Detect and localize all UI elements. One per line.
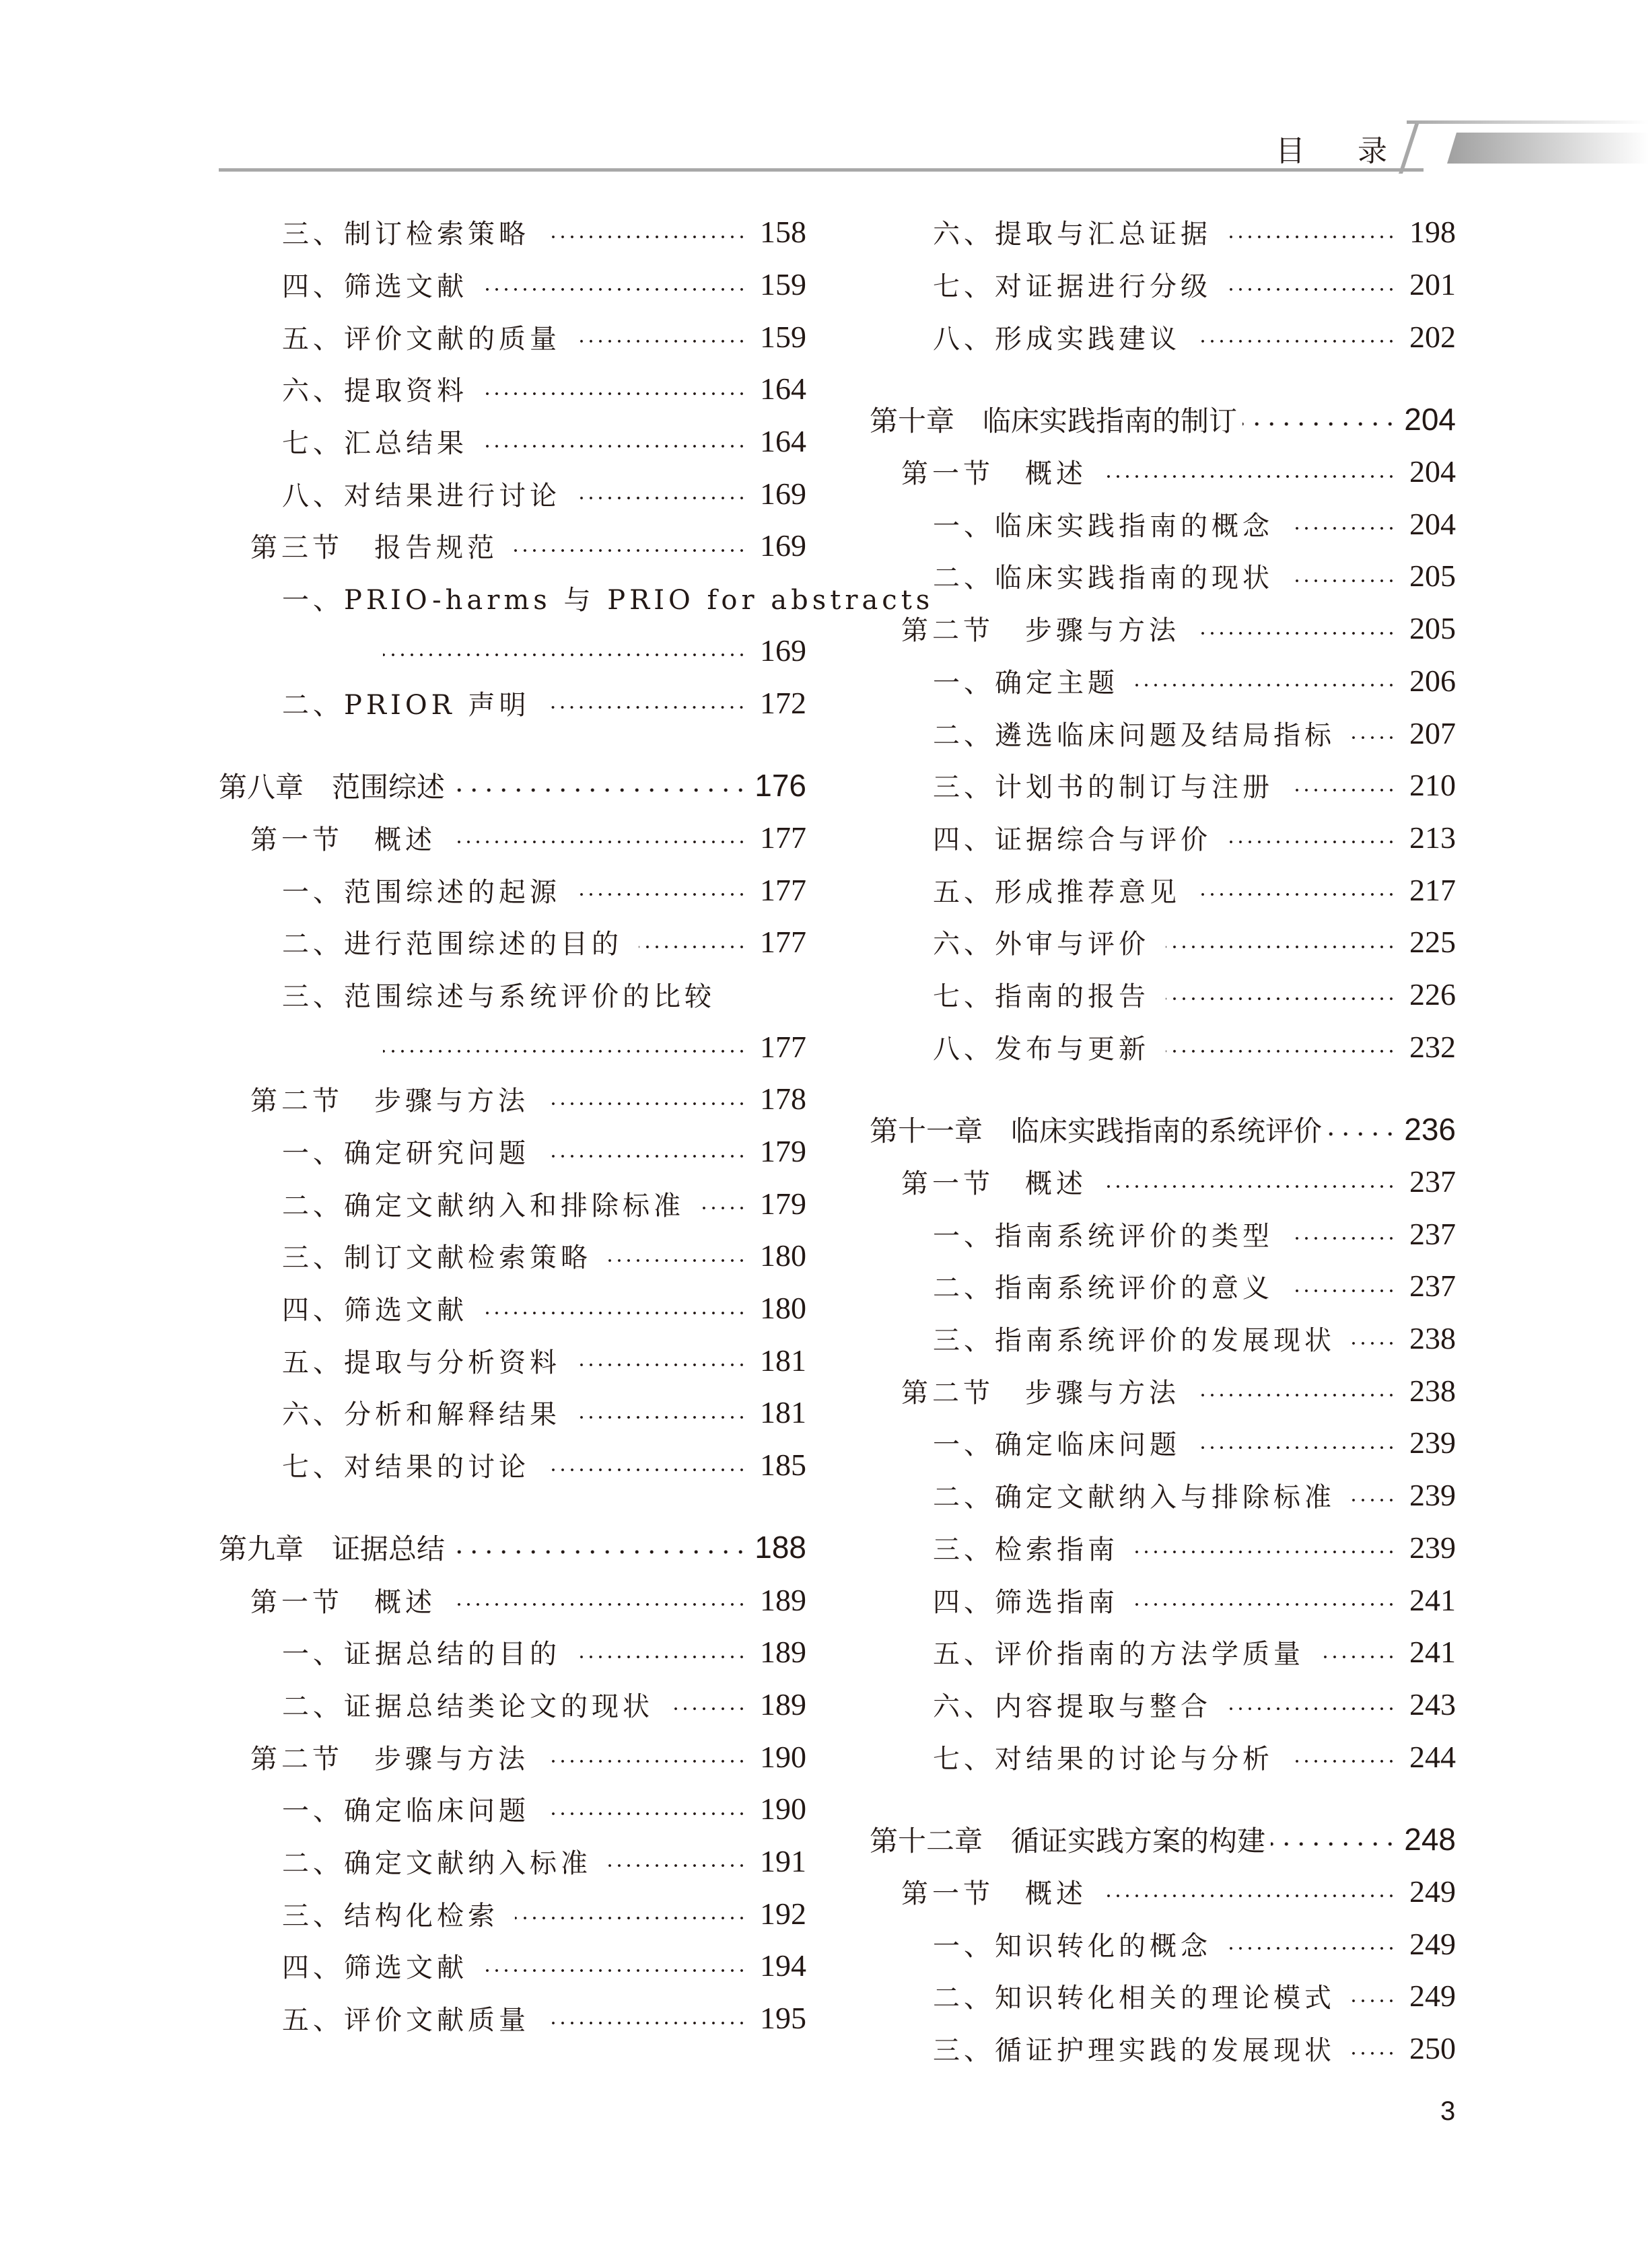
toc-entry-title: 一、确定主题 xyxy=(933,667,1119,699)
toc-page-number: 238 xyxy=(1409,1373,1456,1408)
dot-leader xyxy=(1290,1235,1396,1242)
toc-item-entry[interactable] xyxy=(870,1678,1456,1731)
dot-leader xyxy=(1103,1892,1396,1899)
toc-item-entry[interactable] xyxy=(219,258,806,311)
toc-entry-title: 第一节 概述 xyxy=(901,1878,1087,1909)
dot-leader xyxy=(450,787,748,793)
toc-section-entry[interactable] xyxy=(870,446,1456,498)
toc-entry-title: 三、计划书的制订与注册 xyxy=(933,772,1273,804)
dot-leader xyxy=(1290,1287,1396,1294)
toc-chapter-entry[interactable] xyxy=(870,393,1456,446)
toc-page-number: 239 xyxy=(1409,1478,1456,1513)
toc-page-number: 177 xyxy=(760,820,806,855)
toc-entry-continuation[interactable] xyxy=(219,625,806,677)
toc-page-number: 192 xyxy=(760,1896,806,1931)
dot-leader xyxy=(608,1862,746,1869)
toc-page-number: 181 xyxy=(760,1395,806,1430)
toc-entry-title: 六、内容提取与整合 xyxy=(933,1691,1212,1722)
header-top-line xyxy=(1407,120,1649,124)
toc-entry-title: 六、提取与汇总证据 xyxy=(933,219,1212,250)
toc-page-number: 179 xyxy=(760,1134,806,1169)
dot-leader xyxy=(546,1466,746,1473)
toc-item-entry[interactable] xyxy=(870,759,1456,812)
toc-page-number: 213 xyxy=(1409,820,1456,855)
toc-item-entry[interactable] xyxy=(219,1386,806,1439)
toc-item-entry[interactable] xyxy=(219,1177,806,1230)
toc-entry-title: 二、遴选临床问题及结局指标 xyxy=(933,719,1335,751)
toc-page-number: 159 xyxy=(760,267,806,302)
toc-entry-title: 七、对证据进行分级 xyxy=(933,271,1212,303)
toc-item-entry[interactable] xyxy=(219,1626,806,1678)
toc-entry-title: 第一节 概述 xyxy=(901,1168,1087,1200)
toc-item-entry[interactable] xyxy=(219,1835,806,1888)
toc-entry-title: 二、确定文献纳入和排除标准 xyxy=(282,1190,685,1221)
toc-item-entry[interactable] xyxy=(870,1312,1456,1365)
toc-page-number: 190 xyxy=(760,1739,806,1774)
toc-item-entry[interactable] xyxy=(219,863,806,916)
toc-entry-title: 三、循证护理实践的发展现状 xyxy=(933,2035,1335,2067)
dot-leader xyxy=(484,1967,746,1974)
dot-leader xyxy=(1196,630,1396,637)
toc-page-number: 205 xyxy=(1409,559,1456,594)
toc-entry-title: 二、证据总结类论文的现状 xyxy=(282,1691,654,1722)
toc-page-number: 177 xyxy=(760,872,806,907)
dot-leader xyxy=(1197,1444,1396,1451)
toc-item-entry[interactable] xyxy=(219,310,806,363)
toc-page-number: 189 xyxy=(760,1582,806,1617)
toc-entry-title: 第二节 步骤与方法 xyxy=(901,615,1180,647)
dot-leader xyxy=(577,1414,746,1421)
toc-page-number: 237 xyxy=(1409,1269,1456,1304)
toc-item-entry[interactable] xyxy=(219,1282,806,1335)
toc-entry-title: 四、筛选文献 xyxy=(282,271,468,303)
toc-entry-title: 四、筛选文献 xyxy=(282,1952,468,1984)
toc-item-entry[interactable] xyxy=(219,1783,806,1835)
toc-page-number: 176 xyxy=(755,767,806,803)
toc-page-number: 201 xyxy=(1409,267,1456,302)
toc-item-entry[interactable] xyxy=(219,1940,806,1992)
toc-page-number: 202 xyxy=(1409,319,1456,354)
toc-page-number: 181 xyxy=(760,1343,806,1378)
dot-leader xyxy=(484,1310,746,1316)
toc-page-number: 185 xyxy=(760,1448,806,1483)
toc-section-entry[interactable] xyxy=(870,602,1456,655)
toc-entry-title: 第十章 临床实践指南的制订 xyxy=(870,404,1238,437)
toc-entry-title: 第一节 概述 xyxy=(901,458,1087,490)
toc-entry-title: 六、外审与评价 xyxy=(933,929,1150,960)
toc-item-entry[interactable] xyxy=(219,1887,806,1940)
dot-leader xyxy=(545,1100,746,1107)
toc-item-entry[interactable] xyxy=(870,1020,1456,1073)
dot-leader xyxy=(1352,2050,1396,2057)
toc-item-entry[interactable] xyxy=(219,1230,806,1282)
dot-leader xyxy=(546,2020,746,2026)
dot-leader xyxy=(1197,891,1396,898)
toc-page-number: 164 xyxy=(760,371,806,406)
dot-leader xyxy=(1228,1705,1396,1712)
dot-leader xyxy=(1290,525,1396,532)
toc-entry-title: 第二节 步骤与方法 xyxy=(250,1086,529,1117)
dot-leader xyxy=(514,547,746,554)
toc-entry-title: 一、确定研究问题 xyxy=(282,1138,530,1170)
dot-leader xyxy=(1166,995,1396,1002)
dot-leader xyxy=(452,839,746,845)
toc-page-number: 195 xyxy=(760,2001,806,2036)
toc-item-entry[interactable] xyxy=(219,968,806,1021)
header-gradient-band xyxy=(1447,133,1649,164)
toc-entry-title: 一、确定临床问题 xyxy=(933,1429,1181,1461)
toc-page-number: 180 xyxy=(760,1291,806,1326)
toc-entry-title: 第九章 证据总结 xyxy=(219,1532,446,1566)
dot-leader xyxy=(701,1205,746,1211)
dot-leader xyxy=(1228,286,1396,293)
toc-entry-title: 五、提取与分析资料 xyxy=(282,1347,561,1378)
toc-page-number: 158 xyxy=(760,215,806,250)
toc-column-right xyxy=(870,206,1456,2074)
dot-leader xyxy=(639,944,746,950)
toc-page-number: 178 xyxy=(760,1082,806,1117)
toc-chapter-entry[interactable] xyxy=(219,1522,806,1574)
toc-entry-title: 第十一章 临床实践指南的系统评价 xyxy=(870,1114,1323,1147)
toc-page-number: 188 xyxy=(755,1530,806,1565)
toc-section-entry[interactable] xyxy=(219,520,806,572)
toc-entry-title: 一、PRIO-harms 与 PRIO for abstracts xyxy=(282,585,934,616)
toc-item-entry[interactable] xyxy=(870,1626,1456,1678)
toc-page-number: 169 xyxy=(760,633,806,668)
toc-page-number: 225 xyxy=(1409,925,1456,960)
toc-item-entry[interactable] xyxy=(219,1678,806,1731)
dot-leader xyxy=(1135,1549,1396,1555)
toc-entry-title: 三、指南系统评价的发展现状 xyxy=(933,1325,1335,1357)
toc-entry-title: 二、确定文献纳入与排除标准 xyxy=(933,1482,1335,1514)
dot-leader xyxy=(1290,1758,1396,1765)
toc-item-entry[interactable] xyxy=(870,1730,1456,1783)
toc-entry-title: 四、筛选文献 xyxy=(282,1295,468,1326)
toc-page-number: 198 xyxy=(1409,215,1456,250)
toc-entry-title: 六、分析和解释结果 xyxy=(282,1399,561,1431)
dot-leader xyxy=(1228,234,1396,240)
toc-item-entry[interactable] xyxy=(219,916,806,968)
toc-page-number: 194 xyxy=(760,1948,806,1983)
toc-entry-title: 五、评价文献质量 xyxy=(282,2005,530,2036)
dot-leader xyxy=(383,651,746,658)
toc-entry-title: 一、指南系统评价的类型 xyxy=(933,1220,1273,1252)
dot-leader xyxy=(1135,682,1396,688)
dot-leader xyxy=(577,891,746,898)
toc-section-entry[interactable] xyxy=(870,1866,1456,1918)
dot-leader xyxy=(1321,1654,1396,1660)
dot-leader xyxy=(1242,421,1397,427)
dot-leader xyxy=(383,1048,746,1055)
toc-chapter-entry[interactable] xyxy=(219,759,806,812)
toc-entry-title: 第八章 范围综述 xyxy=(219,770,446,804)
page-title: 目 录 xyxy=(1275,134,1409,168)
toc-page-number: 239 xyxy=(1409,1530,1456,1565)
toc-entry-title: 七、汇总结果 xyxy=(282,428,468,460)
toc-entry-title: 八、对结果进行讨论 xyxy=(282,480,561,511)
dot-leader xyxy=(1271,1841,1397,1847)
toc-page-number: 217 xyxy=(1409,872,1456,907)
toc-item-entry[interactable] xyxy=(870,1917,1456,1970)
toc-page-number: 249 xyxy=(1409,1979,1456,2014)
dot-leader xyxy=(450,1549,748,1555)
toc-item-entry[interactable] xyxy=(870,655,1456,707)
toc-entry-title: 二、进行范围综述的目的 xyxy=(282,929,623,960)
dot-leader xyxy=(546,1153,746,1160)
toc-entry-title: 第一节 概述 xyxy=(250,1586,436,1618)
dot-leader xyxy=(1290,577,1396,584)
dot-leader xyxy=(1228,839,1396,845)
toc-entry-title: 二、知识转化相关的理论模式 xyxy=(933,1983,1335,2014)
toc-entry-title: 一、知识转化的概念 xyxy=(933,1930,1212,1962)
toc-section-entry[interactable] xyxy=(219,1730,806,1783)
toc-section-entry[interactable] xyxy=(219,812,806,864)
toc-item-entry[interactable] xyxy=(870,1469,1456,1522)
dot-leader xyxy=(577,338,746,345)
toc-entry-title: 七、指南的报告 xyxy=(933,981,1150,1012)
toc-entry-continuation[interactable] xyxy=(219,1020,806,1073)
toc-entry-title: 一、确定临床问题 xyxy=(282,1796,530,1827)
dot-leader xyxy=(577,495,746,501)
toc-page-number: 243 xyxy=(1409,1687,1456,1722)
toc-entry-title: 二、确定文献纳入标准 xyxy=(282,1847,592,1879)
toc-item-entry[interactable] xyxy=(219,1334,806,1386)
toc-entry-title: 一、范围综述的起源 xyxy=(282,876,561,908)
toc-item-entry[interactable] xyxy=(870,1573,1456,1626)
toc-page-number: 189 xyxy=(760,1635,806,1670)
toc-page-number: 241 xyxy=(1409,1582,1456,1617)
toc-page-number: 210 xyxy=(1409,768,1456,803)
toc-column-left xyxy=(219,206,934,2044)
toc-item-entry[interactable] xyxy=(870,1260,1456,1312)
toc-section-entry[interactable] xyxy=(870,1364,1456,1417)
toc-entry-title: 八、发布与更新 xyxy=(933,1033,1150,1065)
toc-page-number: 239 xyxy=(1409,1425,1456,1460)
toc-entry-title: 第二节 步骤与方法 xyxy=(250,1743,529,1775)
toc-entry-title: 二、指南系统评价的意义 xyxy=(933,1273,1273,1304)
toc-page-number: 191 xyxy=(760,1843,806,1878)
toc-item-entry[interactable] xyxy=(870,1970,1456,2022)
toc-item-entry[interactable] xyxy=(219,467,806,520)
toc-page-number: 249 xyxy=(1409,1874,1456,1909)
toc-entry-title: 五、形成推荐意见 xyxy=(933,876,1181,908)
toc-page-number: 237 xyxy=(1409,1164,1456,1199)
toc-entry-title: 第十二章 循证实践方案的构建 xyxy=(870,1824,1266,1857)
toc-item-entry[interactable] xyxy=(870,206,1456,258)
dot-leader xyxy=(1166,1048,1396,1055)
dot-leader xyxy=(452,1601,746,1608)
toc-page-number: 232 xyxy=(1409,1029,1456,1064)
toc-page-number: 177 xyxy=(760,925,806,960)
toc-page-number: 241 xyxy=(1409,1635,1456,1670)
dot-leader xyxy=(577,1654,746,1660)
toc-entry-title: 六、提取资料 xyxy=(282,376,468,407)
header-rule xyxy=(219,168,1424,172)
toc-page-number: 172 xyxy=(760,685,806,720)
toc-page-number: 204 xyxy=(1409,506,1456,541)
toc-item-entry[interactable] xyxy=(219,1439,806,1491)
toc-section-entry[interactable] xyxy=(219,1073,806,1125)
toc-page-number: 207 xyxy=(1409,715,1456,750)
toc-page-number: 226 xyxy=(1409,977,1456,1012)
toc-page-number: 237 xyxy=(1409,1216,1456,1251)
toc-page-number: 206 xyxy=(1409,663,1456,698)
toc-item-entry[interactable] xyxy=(219,363,806,415)
toc-page-number: 204 xyxy=(1409,454,1456,489)
toc-item-entry[interactable] xyxy=(219,206,806,258)
dot-leader xyxy=(1290,787,1396,793)
toc-section-entry[interactable] xyxy=(219,1573,806,1626)
toc-page-number: 190 xyxy=(760,1792,806,1827)
dot-leader xyxy=(484,286,746,293)
toc-entry-title: 七、对结果的讨论与分析 xyxy=(933,1743,1273,1775)
dot-leader xyxy=(577,1361,746,1368)
toc-item-entry[interactable] xyxy=(219,1992,806,2045)
toc-entry-title: 四、证据综合与评价 xyxy=(933,824,1212,855)
toc-entry-title: 第二节 步骤与方法 xyxy=(901,1377,1180,1409)
toc-item-entry[interactable] xyxy=(870,968,1456,1021)
toc-entry-title: 二、临床实践指南的现状 xyxy=(933,563,1273,594)
toc-item-entry[interactable] xyxy=(870,1207,1456,1260)
dot-leader xyxy=(484,390,746,397)
toc-entry-title: 五、评价指南的方法学质量 xyxy=(933,1639,1304,1670)
toc-item-entry[interactable] xyxy=(870,310,1456,363)
dot-leader xyxy=(1166,944,1396,950)
toc-entry-title: 二、PRIOR 声明 xyxy=(282,689,530,721)
toc-page-number: 250 xyxy=(1409,2031,1456,2066)
toc-entry-title: 一、临床实践指南的概念 xyxy=(933,510,1273,542)
toc-page-number: 179 xyxy=(760,1186,806,1221)
toc-item-entry[interactable] xyxy=(870,2022,1456,2075)
toc-entry-title: 三、制订检索策略 xyxy=(282,219,530,250)
toc-entry-title: 三、制订文献检索策略 xyxy=(282,1242,592,1274)
toc-page-number: 248 xyxy=(1404,1821,1456,1857)
toc-item-entry[interactable] xyxy=(870,916,1456,968)
page-number: 3 xyxy=(1440,2096,1456,2126)
toc-page-number: 249 xyxy=(1409,1926,1456,1961)
toc-section-entry[interactable] xyxy=(870,1156,1456,1208)
toc-page-number: 244 xyxy=(1409,1739,1456,1774)
toc-entry-title: 八、形成实践建议 xyxy=(933,323,1181,355)
dot-leader xyxy=(1352,1497,1396,1503)
toc-page-number: 169 xyxy=(760,528,806,563)
toc-entry-title: 五、评价文献的质量 xyxy=(282,323,561,355)
dot-leader xyxy=(545,1758,746,1765)
toc-page-number: 180 xyxy=(760,1238,806,1273)
toc-page-number: 177 xyxy=(760,1029,806,1064)
dot-leader xyxy=(1228,1945,1396,1952)
toc-page-number: 204 xyxy=(1404,401,1456,437)
toc-page-number: 169 xyxy=(760,476,806,511)
toc-page-number: 164 xyxy=(760,424,806,459)
toc-page-number: 189 xyxy=(760,1687,806,1722)
toc-item-entry[interactable] xyxy=(870,812,1456,864)
dot-leader xyxy=(1327,1131,1397,1137)
dot-leader xyxy=(1352,1997,1396,2004)
toc-chapter-entry[interactable] xyxy=(870,1813,1456,1866)
toc-entry-title: 七、对结果的讨论 xyxy=(282,1452,530,1483)
toc-page-number: 205 xyxy=(1409,611,1456,646)
dot-leader xyxy=(608,1257,746,1264)
toc-entry-title: 第一节 概述 xyxy=(250,824,436,855)
dot-leader xyxy=(515,1915,746,1921)
toc-item-entry[interactable] xyxy=(219,415,806,468)
dot-leader xyxy=(1135,1601,1396,1608)
dot-leader xyxy=(1196,1392,1396,1398)
toc-item-entry[interactable] xyxy=(870,1522,1456,1574)
toc-entry-title: 三、检索指南 xyxy=(933,1534,1119,1565)
toc-item-entry[interactable] xyxy=(219,572,934,625)
toc-entry-title: 一、证据总结的目的 xyxy=(282,1639,561,1670)
dot-leader xyxy=(670,1705,746,1712)
toc-item-entry[interactable] xyxy=(870,1417,1456,1469)
toc-page-number: 236 xyxy=(1404,1111,1456,1147)
dot-leader xyxy=(546,234,746,240)
toc-item-entry[interactable] xyxy=(219,1125,806,1178)
dot-leader xyxy=(546,1810,746,1817)
dot-leader xyxy=(1197,338,1396,345)
toc-item-entry[interactable] xyxy=(870,707,1456,759)
dot-leader xyxy=(1103,473,1396,480)
toc-page-number: 238 xyxy=(1409,1321,1456,1356)
dot-leader xyxy=(1352,734,1396,741)
dot-leader xyxy=(1103,1183,1396,1190)
toc-entry-title: 三、范围综述与系统评价的比较 xyxy=(282,981,715,1012)
toc-entry-title: 三、结构化检索 xyxy=(282,1900,499,1932)
toc-item-entry[interactable] xyxy=(870,258,1456,311)
toc-chapter-entry[interactable] xyxy=(870,1103,1456,1156)
toc-page-number: 159 xyxy=(760,319,806,354)
toc-item-entry[interactable] xyxy=(219,676,806,729)
dot-leader xyxy=(1352,1340,1396,1347)
toc-entry-title: 第三节 报告规范 xyxy=(250,532,498,564)
toc-item-entry[interactable] xyxy=(870,497,1456,550)
toc-item-entry[interactable] xyxy=(870,863,1456,916)
dot-leader xyxy=(546,704,746,711)
dot-leader xyxy=(484,443,746,450)
toc-entry-title: 四、筛选指南 xyxy=(933,1586,1119,1618)
toc-item-entry[interactable] xyxy=(870,550,1456,602)
